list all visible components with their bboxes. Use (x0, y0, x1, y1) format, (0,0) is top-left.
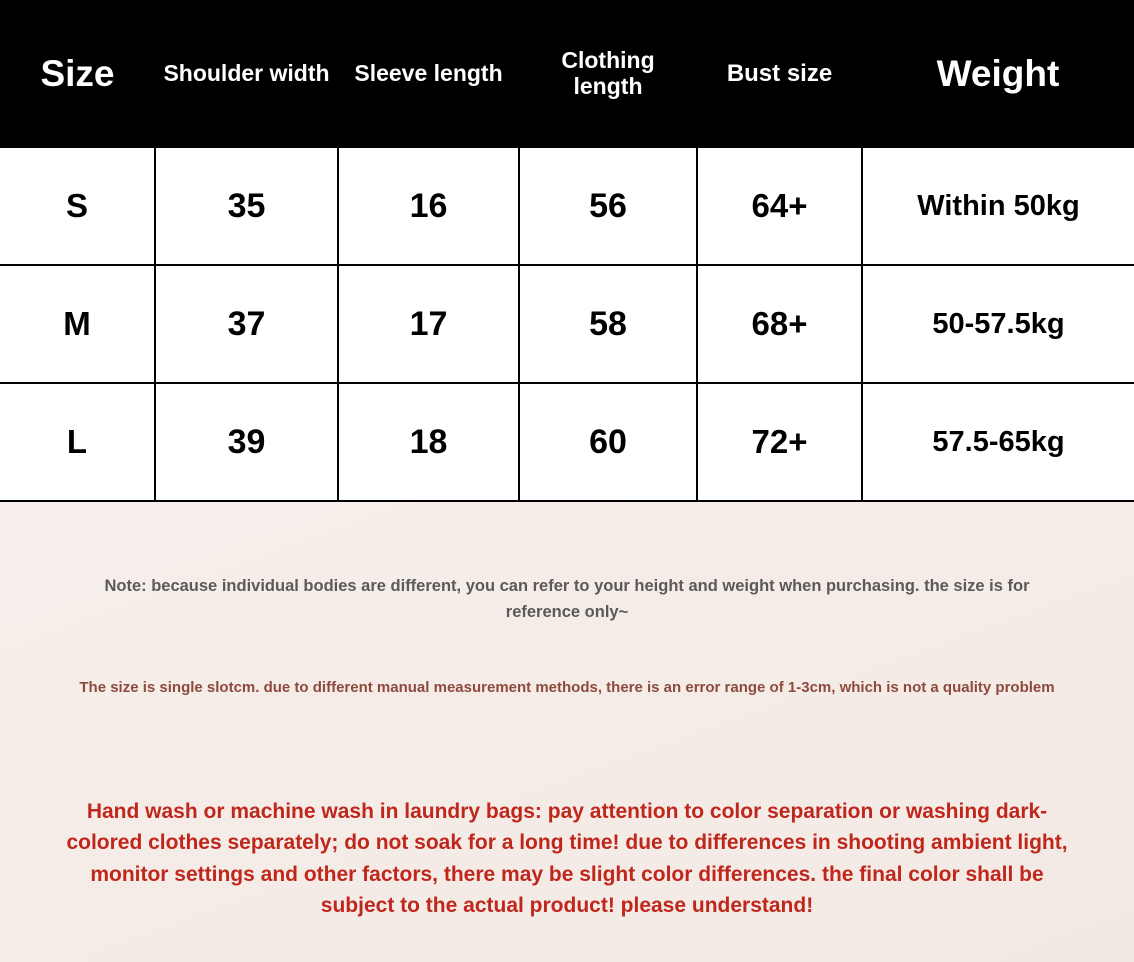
cell-weight: 50-57.5kg (862, 265, 1134, 383)
column-header-size: Size (0, 0, 155, 148)
cell-sleeve: 18 (338, 383, 519, 501)
cell-size: M (0, 265, 155, 383)
cell-weight: 57.5-65kg (862, 383, 1134, 501)
cell-clothing: 60 (519, 383, 697, 501)
cell-size: S (0, 148, 155, 265)
cell-shoulder: 35 (155, 148, 338, 265)
table-header-row (0, 0, 1134, 148)
cell-weight: Within 50kg (862, 148, 1134, 265)
column-header-shoulder-width: Shoulder width (155, 0, 338, 148)
note-reference-only: Note: because individual bodies are different, you can refer to your height and weight when purchasing. the size is for reference only~ (104, 577, 1030, 621)
table-body (0, 148, 1134, 501)
cell-bust: 72+ (697, 383, 862, 501)
note-measurement-error: The size is single slotcm. due to different manual measurement methods, there is an error range of 1-3cm, which is not a quality problem (79, 679, 1055, 697)
cell-sleeve: 17 (338, 265, 519, 383)
notes-section (0, 574, 1134, 922)
column-header-clothing-length: Clothing length (519, 0, 697, 148)
column-header-sleeve-length: Sleeve length (338, 0, 519, 148)
column-header-weight: Weight (862, 0, 1134, 148)
table-row (0, 383, 1134, 501)
cell-size: L (0, 383, 155, 501)
cell-shoulder: 39 (155, 383, 338, 501)
cell-sleeve: 16 (338, 148, 519, 265)
table-row (0, 148, 1134, 265)
table-row (0, 265, 1134, 383)
cell-clothing: 56 (519, 148, 697, 265)
cell-shoulder: 37 (155, 265, 338, 383)
cell-clothing: 58 (519, 265, 697, 383)
note-care-instructions: Hand wash or machine wash in laundry bags: pay attention to color separation or washing dark-colored clothes separately; do not soak for a long time! due to differences in shooting ambient light, monitor settings and other factors, there may be slight color differences. the final color shall be subject to the actual product! please understand! (66, 799, 1068, 918)
cell-bust: 68+ (697, 265, 862, 383)
column-header-bust-size: Bust size (697, 0, 862, 148)
table-header (0, 0, 1134, 148)
cell-bust: 64+ (697, 148, 862, 265)
